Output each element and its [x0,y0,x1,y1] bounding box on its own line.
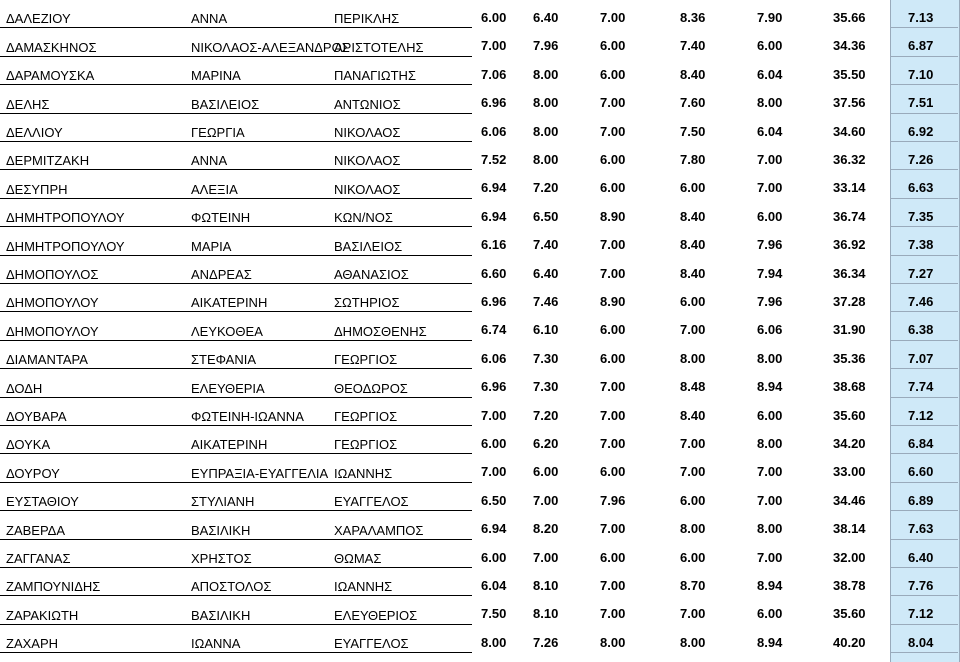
table-row [0,341,472,369]
score-1-cell: 6.74 [481,322,507,338]
score-2-cell: 6.20 [533,436,559,451]
score-5-cell: 8.00 [757,521,783,537]
fathers-name-cell: ΠΕΡΙΚΛΗΣ [334,11,400,27]
first-name-cell: ΒΑΣΙΛΙΚΗ [191,522,251,538]
score-1-cell: 6.16 [481,237,507,253]
score-2-cell: 6.40 [533,10,559,25]
fathers-name-cell: ΕΥΑΓΓΕΛΟΣ [334,494,409,510]
score-total-cell: 34.36 [833,38,866,54]
score-4-cell: 8.40 [680,208,706,224]
fathers-name-cell: ΧΑΡΑΛΑΜΠΟΣ [334,522,424,538]
score-total-cell: 40.20 [833,634,866,650]
score-average-cell: 6.40 [908,549,934,565]
score-total-cell: 38.68 [833,379,866,395]
score-2-cell: 7.30 [533,379,559,395]
score-row [472,227,960,255]
average-cell-border [890,652,958,653]
score-row [472,284,960,312]
score-average-cell: 6.38 [908,322,934,338]
first-name-cell: ΣΤΥΛΙΑΝΗ [191,494,255,510]
score-5-cell: 6.00 [757,606,783,622]
surname-cell: ΖΑΒΕΡΔΑ [6,522,66,538]
score-row [472,454,960,482]
score-2-cell: 6.50 [533,208,559,224]
table-row [0,85,472,113]
fathers-name-cell: ΝΙΚΟΛΑΟΣ [334,181,401,197]
score-row [472,625,960,653]
score-2-cell: 8.00 [533,123,559,139]
score-5-cell: 7.00 [757,492,783,508]
score-2-cell: 8.20 [533,521,559,537]
surname-cell: ΔΟΔΗ [6,380,43,396]
score-average-cell: 6.87 [908,38,934,54]
score-total-cell: 34.20 [833,436,866,451]
score-average-cell: 7.76 [908,578,934,593]
fathers-name-cell: ΓΕΩΡΓΙΟΣ [334,437,398,453]
fathers-name-cell: ΕΛΕΥΘΕΡΙΟΣ [334,607,418,623]
score-1-cell: 7.06 [481,66,507,82]
fathers-name-cell: ΑΝΤΩΝΙΟΣ [334,96,401,112]
score-row [472,369,960,397]
score-2-cell: 8.10 [533,578,559,593]
score-3-cell: 7.00 [600,10,626,25]
score-total-cell: 38.14 [833,521,866,537]
first-name-cell: ΜΑΡΙΑ [191,238,232,254]
score-4-cell: 7.40 [680,38,706,54]
score-row [472,170,960,198]
fathers-name-cell: ΣΩΤΗΡΙΟΣ [334,295,400,311]
score-3-cell: 6.00 [600,549,626,565]
fathers-name-cell: ΓΕΩΡΓΙΟΣ [334,408,398,424]
score-1-cell: 6.00 [481,436,507,451]
score-3-cell: 6.00 [600,464,626,480]
score-total-cell: 37.28 [833,294,866,309]
score-average-cell: 7.12 [908,606,934,622]
score-2-cell: 7.00 [533,549,559,565]
fathers-name-cell: ΑΡΙΣΤΟΤΕΛΗΣ [334,39,424,55]
score-4-cell: 8.36 [680,10,706,25]
score-total-cell: 36.32 [833,152,866,167]
table-row [0,398,472,426]
score-5-cell: 7.90 [757,10,783,25]
table-row [0,568,472,596]
score-2-cell: 6.00 [533,464,559,480]
score-3-cell: 7.00 [600,123,626,139]
surname-cell: ΖΑΜΠΟΥΝΙΔΗΣ [6,579,101,595]
fathers-name-cell: ΠΑΝΑΓΙΩΤΗΣ [334,68,416,84]
score-total-cell: 31.90 [833,322,866,338]
score-total-cell: 38.78 [833,578,866,593]
fathers-name-cell: ΑΘΑΝΑΣΙΟΣ [334,266,409,282]
score-total-cell: 36.92 [833,237,866,253]
score-4-cell: 6.00 [680,294,706,309]
surname-cell: ΔΕΛΛΙΟΥ [6,124,63,140]
first-name-cell: ΑΛΕΞΙΑ [191,181,238,197]
score-total-cell: 35.66 [833,10,866,25]
score-row [472,28,960,56]
score-row [472,511,960,539]
score-5-cell: 7.00 [757,180,783,196]
score-average-cell: 7.74 [908,379,934,395]
score-average-cell: 7.26 [908,152,934,167]
score-2-cell: 8.00 [533,66,559,82]
surname-cell: ΔΗΜΟΠΟΥΛΟΥ [6,295,99,311]
score-1-cell: 6.06 [481,123,507,139]
score-3-cell: 7.00 [600,95,626,111]
table-row [0,625,472,653]
names-panel [0,0,472,662]
score-average-cell: 6.84 [908,436,934,451]
surname-cell: ΔΑΜΑΣΚΗΝΟΣ [6,39,97,55]
score-3-cell: 7.96 [600,492,626,508]
score-row [472,341,960,369]
first-name-cell: ΕΛΕΥΘΕΡΙΑ [191,380,265,396]
score-4-cell: 8.48 [680,379,706,395]
table-row [0,0,472,28]
first-name-cell: ΒΑΣΙΛΕΙΟΣ [191,96,260,112]
score-average-cell: 8.04 [908,634,934,650]
score-row [472,142,960,170]
score-1-cell: 6.96 [481,95,507,111]
surname-cell: ΔΕΡΜΙΤΖΑΚΗ [6,153,90,169]
score-5-cell: 7.96 [757,294,783,309]
score-row [472,540,960,568]
score-4-cell: 8.70 [680,578,706,593]
fathers-name-cell: ΙΩΑΝΝΗΣ [334,465,393,481]
score-4-cell: 7.00 [680,436,706,451]
first-name-cell: ΑΠΟΣΤΟΛΟΣ [191,579,272,595]
score-average-cell: 7.27 [908,265,934,281]
score-5-cell: 8.00 [757,350,783,366]
score-total-cell: 35.60 [833,606,866,622]
score-3-cell: 7.00 [600,379,626,395]
first-name-cell: ΜΑΡΙΝΑ [191,68,241,84]
score-3-cell: 8.00 [600,634,626,650]
score-row [472,398,960,426]
score-1-cell: 6.04 [481,578,507,593]
table-row [0,256,472,284]
surname-cell: ΕΥΣΤΑΘΙΟΥ [6,494,79,510]
score-3-cell: 6.00 [600,38,626,54]
score-1-cell: 8.00 [481,634,507,650]
fathers-name-cell: ΔΗΜΟΣΘΕΝΗΣ [334,323,427,339]
score-3-cell: 6.00 [600,66,626,82]
score-3-cell: 6.00 [600,322,626,338]
score-1-cell: 7.00 [481,464,507,480]
score-4-cell: 6.00 [680,180,706,196]
score-1-cell: 6.96 [481,294,507,309]
score-3-cell: 7.00 [600,237,626,253]
fathers-name-cell: ΕΥΑΓΓΕΛΟΣ [334,636,409,652]
first-name-cell: ΑΙΚΑΤΕΡΙΝΗ [191,437,268,453]
score-row [472,85,960,113]
table-row [0,114,472,142]
score-total-cell: 32.00 [833,549,866,565]
table-row [0,142,472,170]
score-row [472,0,960,28]
score-row [472,568,960,596]
fathers-name-cell: ΓΕΩΡΓΙΟΣ [334,352,398,368]
score-4-cell: 8.00 [680,634,706,650]
first-name-cell: ΑΝΝΑ [191,153,228,169]
score-3-cell: 8.90 [600,208,626,224]
score-3-cell: 7.00 [600,265,626,281]
score-row [472,483,960,511]
score-1-cell: 6.00 [481,549,507,565]
score-5-cell: 8.00 [757,436,783,451]
score-1-cell: 6.96 [481,379,507,395]
score-4-cell: 8.40 [680,265,706,281]
score-1-cell: 6.94 [481,180,507,196]
score-1-cell: 6.60 [481,265,507,281]
fathers-name-cell: ΒΑΣΙΛΕΙΟΣ [334,238,403,254]
score-5-cell: 8.94 [757,634,783,650]
surname-cell: ΔΟΥΡΟΥ [6,465,60,481]
score-5-cell: 7.96 [757,237,783,253]
score-total-cell: 33.00 [833,464,866,480]
score-2-cell: 6.40 [533,265,559,281]
surname-cell: ΔΗΜΗΤΡΟΠΟΥΛΟΥ [6,210,125,226]
table-row [0,170,472,198]
surname-cell: ΔΗΜΟΠΟΥΛΟΥ [6,323,99,339]
score-3-cell: 6.00 [600,152,626,167]
score-1-cell: 6.00 [481,10,507,25]
first-name-cell: ΝΙΚΟΛΑΟΣ-ΑΛΕΞΑΝΔΡΟΣ [191,39,350,55]
score-2-cell: 8.00 [533,95,559,111]
score-5-cell: 7.00 [757,464,783,480]
score-4-cell: 8.40 [680,407,706,423]
surname-cell: ΔΙΑΜΑΝΤΑΡΑ [6,352,88,368]
score-1-cell: 6.94 [481,521,507,537]
score-average-cell: 6.92 [908,123,934,139]
score-1-cell: 7.52 [481,152,507,167]
score-4-cell: 6.00 [680,549,706,565]
table-row [0,596,472,624]
score-row [472,57,960,85]
score-5-cell: 7.00 [757,549,783,565]
score-3-cell: 7.00 [600,436,626,451]
score-3-cell: 7.00 [600,606,626,622]
score-1-cell: 6.94 [481,208,507,224]
first-name-cell: ΓΕΩΡΓΙΑ [191,124,245,140]
score-4-cell: 7.00 [680,606,706,622]
surname-cell: ΔΑΛΕΖΙΟΥ [6,11,71,27]
score-average-cell: 7.38 [908,237,934,253]
table-row [0,511,472,539]
score-average-cell: 6.89 [908,492,934,508]
surname-cell: ΔΗΜΗΤΡΟΠΟΥΛΟΥ [6,238,125,254]
score-5-cell: 6.06 [757,322,783,338]
table-row [0,426,472,454]
score-2-cell: 7.96 [533,38,559,54]
fathers-name-cell: ΝΙΚΟΛΑΟΣ [334,124,401,140]
score-4-cell: 7.00 [680,464,706,480]
score-3-cell: 6.00 [600,180,626,196]
score-5-cell: 6.00 [757,208,783,224]
score-3-cell: 7.00 [600,521,626,537]
score-average-cell: 7.46 [908,294,934,309]
score-total-cell: 34.60 [833,123,866,139]
score-1-cell: 7.00 [481,38,507,54]
surname-cell: ΖΑΧΑΡΗ [6,636,59,652]
first-name-cell: ΑΝΝΑ [191,11,228,27]
score-5-cell: 6.00 [757,407,783,423]
score-row [472,426,960,454]
row-underline [0,652,472,653]
score-4-cell: 8.00 [680,521,706,537]
score-5-cell: 7.00 [757,152,783,167]
score-5-cell: 6.00 [757,38,783,54]
score-average-cell: 7.12 [908,407,934,423]
fathers-name-cell: ΘΕΟΔΩΡΟΣ [334,380,408,396]
score-average-cell: 7.51 [908,95,934,111]
score-row [472,199,960,227]
score-total-cell: 35.36 [833,350,866,366]
score-1-cell: 7.00 [481,407,507,423]
fathers-name-cell: ΘΩΜΑΣ [334,550,382,566]
score-1-cell: 6.06 [481,350,507,366]
score-5-cell: 8.94 [757,578,783,593]
score-5-cell: 6.04 [757,66,783,82]
score-4-cell: 7.60 [680,95,706,111]
score-5-cell: 7.94 [757,265,783,281]
surname-cell: ΔΑΡΑΜΟΥΣΚΑ [6,68,95,84]
fathers-name-cell: ΝΙΚΟΛΑΟΣ [334,153,401,169]
score-total-cell: 37.56 [833,95,866,111]
table-row [0,369,472,397]
score-average-cell: 7.07 [908,350,934,366]
score-4-cell: 8.00 [680,350,706,366]
score-5-cell: 8.94 [757,379,783,395]
score-1-cell: 6.50 [481,492,507,508]
score-2-cell: 7.00 [533,492,559,508]
score-average-cell: 6.63 [908,180,934,196]
score-average-cell: 7.13 [908,10,934,25]
score-4-cell: 6.00 [680,492,706,508]
score-total-cell: 36.34 [833,265,866,281]
first-name-cell: ΑΝΔΡΕΑΣ [191,266,252,282]
table-row [0,454,472,482]
first-name-cell: ΕΥΠΡΑΞΙΑ-ΕΥΑΓΓΕΛΙΑ [191,465,329,481]
first-name-cell: ΙΩΑΝΝΑ [191,636,241,652]
score-2-cell: 7.20 [533,180,559,196]
score-total-cell: 34.46 [833,492,866,508]
score-4-cell: 8.40 [680,66,706,82]
score-total-cell: 35.50 [833,66,866,82]
table-row [0,312,472,340]
score-4-cell: 7.00 [680,322,706,338]
surname-cell: ΖΑΓΓΑΝΑΣ [6,550,71,566]
fathers-name-cell: ΙΩΑΝΝΗΣ [334,579,393,595]
score-row [472,312,960,340]
score-5-cell: 8.00 [757,95,783,111]
surname-cell: ΔΟΥΚΑ [6,437,51,453]
score-2-cell: 7.40 [533,237,559,253]
table-row [0,483,472,511]
fathers-name-cell: ΚΩΝ/ΝΟΣ [334,210,393,226]
score-total-cell: 35.60 [833,407,866,423]
surname-cell: ΔΟΥΒΑΡΑ [6,408,67,424]
surname-cell: ΔΗΜΟΠΟΥΛΟΣ [6,266,99,282]
score-average-cell: 7.35 [908,208,934,224]
score-row [472,256,960,284]
first-name-cell: ΦΩΤΕΙΝΗ [191,210,251,226]
score-2-cell: 7.20 [533,407,559,423]
scores-panel [472,0,960,662]
table-row [0,57,472,85]
table-row [0,227,472,255]
score-2-cell: 7.46 [533,294,559,309]
score-total-cell: 33.14 [833,180,866,196]
first-name-cell: ΛΕΥΚΟΘΕΑ [191,323,263,339]
table-row [0,28,472,56]
score-average-cell: 7.10 [908,66,934,82]
first-name-cell: ΒΑΣΙΛΙΚΗ [191,607,251,623]
score-row [472,114,960,142]
score-average-cell: 7.63 [908,521,934,537]
table-row [0,540,472,568]
score-4-cell: 7.80 [680,152,706,167]
surname-cell: ΔΕΛΗΣ [6,96,50,112]
score-3-cell: 7.00 [600,578,626,593]
first-name-cell: ΦΩΤΕΙΝΗ-ΙΩΑΝΝΑ [191,408,304,424]
score-4-cell: 7.50 [680,123,706,139]
table-row [0,284,472,312]
score-3-cell: 8.90 [600,294,626,309]
first-name-cell: ΧΡΗΣΤΟΣ [191,550,252,566]
score-row [472,596,960,624]
score-3-cell: 6.00 [600,350,626,366]
surname-cell: ΖΑΡΑΚΙΩΤΗ [6,607,79,623]
surname-cell: ΔΕΣΥΠΡΗ [6,181,68,197]
score-1-cell: 7.50 [481,606,507,622]
score-2-cell: 8.10 [533,606,559,622]
score-2-cell: 6.10 [533,322,559,338]
score-4-cell: 8.40 [680,237,706,253]
score-2-cell: 8.00 [533,152,559,167]
score-total-cell: 36.74 [833,208,866,224]
first-name-cell: ΣΤΕΦΑΝΙΑ [191,352,256,368]
score-average-cell: 6.60 [908,464,934,480]
score-2-cell: 7.26 [533,634,559,650]
score-5-cell: 6.04 [757,123,783,139]
score-2-cell: 7.30 [533,350,559,366]
table-row [0,199,472,227]
score-3-cell: 7.00 [600,407,626,423]
first-name-cell: ΑΙΚΑΤΕΡΙΝΗ [191,295,268,311]
